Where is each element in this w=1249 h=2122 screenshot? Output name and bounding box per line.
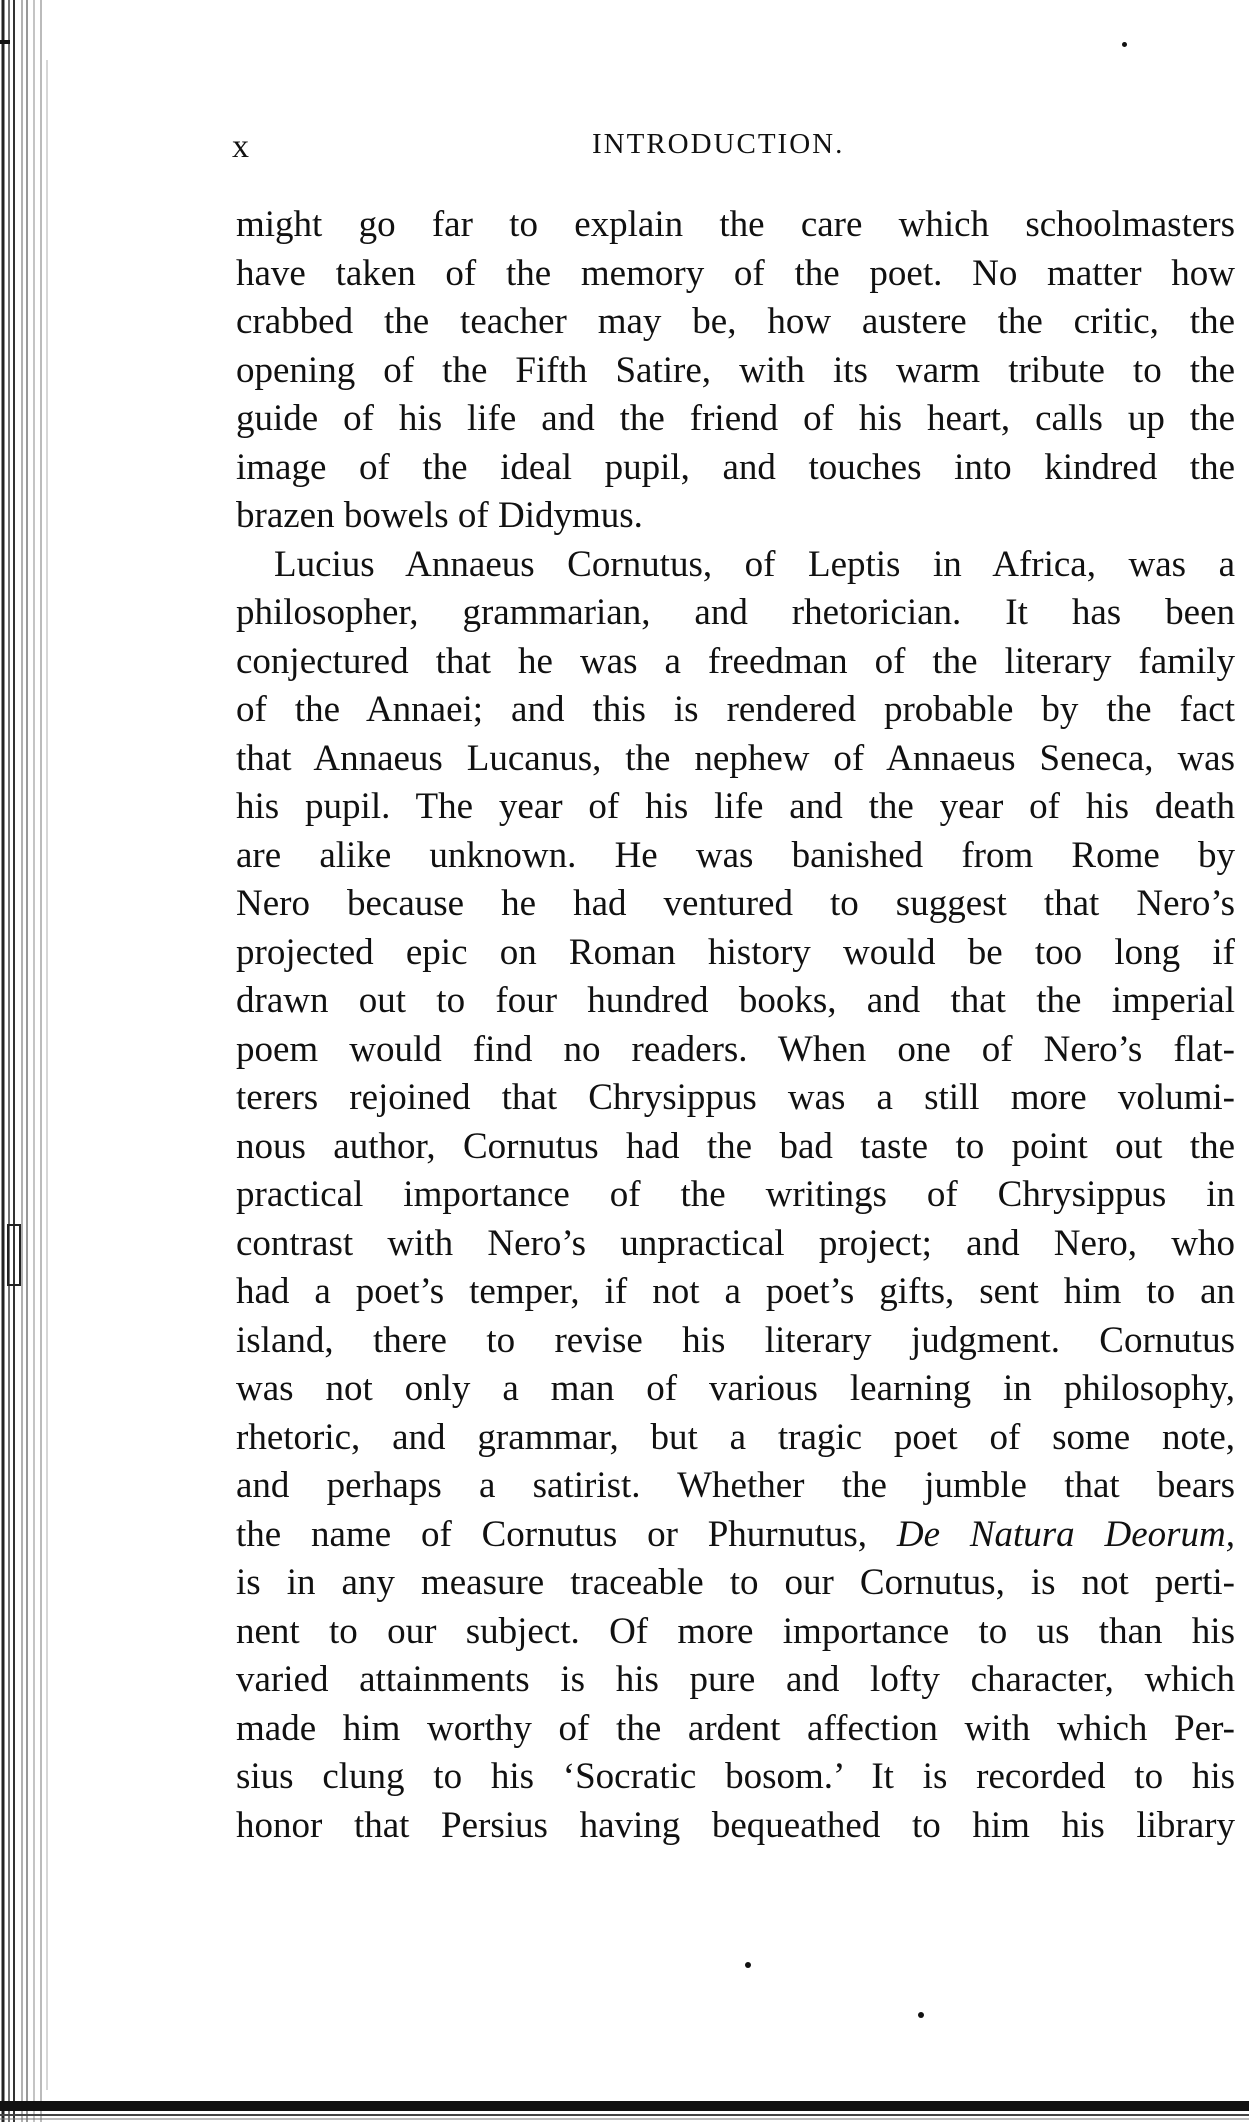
text-line: honor that Persius having bequeathed to him his library [236, 1804, 1235, 1846]
scan-speck [1122, 42, 1127, 47]
text-line: rhetoric, and grammar, but a tragic poet of some note, [236, 1416, 1235, 1458]
text-line: brazen bowels of Didymus. [236, 495, 643, 536]
text-line: contrast with Nero’s unpractical project; and Nero, who [236, 1222, 1235, 1264]
text-line: guide of his life and the friend of his heart, calls up the [236, 398, 1235, 439]
text-line: Lucius Annaeus Cornutus, of Leptis in Africa, was a [274, 543, 1235, 585]
text-line: image of the ideal pupil, and touches into kindred the [236, 446, 1235, 488]
running-head: INTRODUCTION. [592, 128, 845, 160]
page-bottom-edge [0, 2093, 1249, 2122]
text-line: poem would find no readers. When one of Nero’s flat- [236, 1028, 1235, 1070]
text-line: practical importance of the writings of Chrysippus in [236, 1174, 1235, 1215]
body-text [236, 201, 1235, 1850]
text-line: have taken of the memory of the poet. No matter how [236, 252, 1235, 294]
text-line: nous author, Cornutus had the bad taste to point out the [236, 1125, 1235, 1167]
text-segment: the name of Cornutus or Phurnutus, [236, 1513, 868, 1555]
text-line: and perhaps a satirist. Whether the jumble that bears [236, 1465, 1235, 1506]
text-line: crabbed the teacher may be, how austere the critic, the [236, 301, 1235, 342]
text-line: island, there to revise his literary judgment. Cornutus [236, 1319, 1235, 1361]
text-line: sius clung to his ‘Socratic bosom.’ It is recorded to his [236, 1756, 1235, 1797]
text-line: had a poet’s temper, if not a poet’s gifts, sent him to an [236, 1271, 1235, 1312]
text-line: varied attainments is his pure and lofty character, which [236, 1659, 1235, 1700]
book-title: De Natura Deorum, [896, 1513, 1235, 1555]
text-line-with-title [236, 1511, 1235, 1560]
text-line: conjectured that he was a freedman of the literary family [236, 640, 1235, 682]
scan-speck [745, 1962, 751, 1968]
page-number: x [232, 128, 250, 165]
binding-edge [0, 0, 58, 2122]
text-line: was not only a man of various learning in philosophy, [236, 1368, 1235, 1409]
scan-speck [918, 2012, 924, 2018]
text-line: philosopher, grammarian, and rhetorician. It has been [236, 592, 1235, 633]
text-line: Nero because he had ventured to suggest that Nero’s [236, 883, 1235, 924]
text-line: projected epic on Roman history would be too long if [236, 931, 1235, 973]
text-line: his pupil. The year of his life and the year of his death [236, 786, 1235, 827]
text-line: terers rejoined that Chrysippus was a still more volumi- [236, 1077, 1235, 1118]
text-line: might go far to explain the care which schoolmasters [236, 204, 1235, 245]
text-line: nent to our subject. Of more importance to us than his [236, 1610, 1235, 1652]
text-line: is in any measure traceable to our Cornutus, is not perti- [236, 1562, 1235, 1603]
text-line: are alike unknown. He was banished from Rome by [236, 834, 1235, 876]
text-line: of the Annaei; and this is rendered probable by the fact [236, 689, 1235, 730]
page-header [232, 128, 1238, 172]
text-line: drawn out to four hundred books, and that the imperial [236, 980, 1235, 1021]
text-line: made him worthy of the ardent affection with which Per- [236, 1707, 1235, 1749]
text-line: opening of the Fifth Satire, with its warm tribute to the [236, 349, 1235, 391]
text-line: that Annaeus Lucanus, the nephew of Annaeus Seneca, was [236, 737, 1235, 779]
